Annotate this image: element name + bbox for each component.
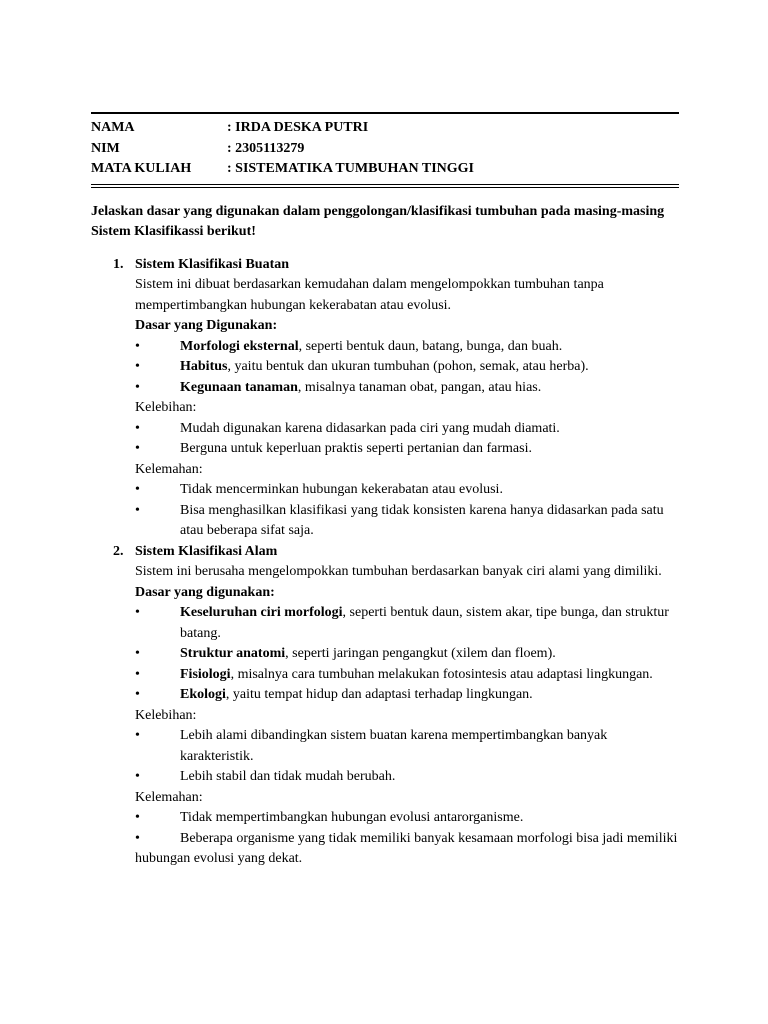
list-item xyxy=(91,808,679,829)
kelemahan-label: Kelemahan: xyxy=(135,461,203,477)
mata-kuliah-label: MATA KULIAH xyxy=(91,161,192,176)
item-text: , misalnya tanaman obat, pangan, atau hias. xyxy=(297,379,542,395)
item-text: , seperti bentuk daun, batang, bunga, dan buah. xyxy=(298,338,563,354)
bullet-icon: • xyxy=(135,646,140,661)
item-text: , seperti jaringan pengangkut (xilem dan floem). xyxy=(285,646,556,661)
bullet-icon: • xyxy=(135,441,140,456)
bullet-icon: • xyxy=(135,830,140,846)
item-text: Tidak mempertimbangkan hubungan evolusi antarorganisme. xyxy=(180,810,524,825)
bullet-icon: • xyxy=(135,502,140,518)
kelebihan-label: Kelebihan: xyxy=(135,400,197,415)
dasar-label: Dasar yang digunakan: xyxy=(135,584,275,600)
bullet-icon: • xyxy=(135,338,140,354)
item-term: Kegunaan tanaman xyxy=(180,379,298,395)
list-item xyxy=(91,726,679,767)
nama-row xyxy=(91,118,679,139)
list-item xyxy=(91,378,679,399)
identity-table xyxy=(91,114,679,182)
list-item xyxy=(91,337,679,358)
section-heading xyxy=(91,542,679,563)
list-item xyxy=(91,439,679,460)
section-title: Sistem Klasifikasi Buatan xyxy=(135,256,290,272)
item-text: Bisa menghasilkan klasifikasi yang tidak konsisten karena hanya didasarkan pada satu atau beberapa sifat saja. xyxy=(180,502,664,538)
section-heading xyxy=(91,255,679,276)
list-item xyxy=(91,357,679,378)
item-term: Ekologi xyxy=(180,687,226,702)
item-text: , misalnya cara tumbuhan melakukan fotosintesis atau adaptasi lingkungan. xyxy=(230,666,653,682)
item-term: Morfologi eksternal xyxy=(180,338,299,354)
nama-value: : IRDA DESKA PUTRI xyxy=(227,120,369,135)
mata-kuliah-row xyxy=(91,159,679,180)
header-bottom-rule xyxy=(91,184,679,185)
dasar-label: Dasar yang Digunakan: xyxy=(135,318,278,333)
item-text: Lebih alami dibandingkan sistem buatan karena mempertimbangkan banyak karakteristik. xyxy=(180,728,608,764)
kelebihan-label: Kelebihan: xyxy=(135,707,197,723)
bullet-icon: • xyxy=(135,605,140,620)
list-item xyxy=(91,644,679,665)
bullet-icon: • xyxy=(135,769,140,784)
list-item xyxy=(91,480,679,501)
list-item xyxy=(91,665,679,686)
item-text: , yaitu tempat hidup dan adaptasi terhadap lingkungan. xyxy=(225,687,533,702)
item-text: Beberapa organisme yang tidak memiliki banyak kesamaan morfologi bisa jadi memiliki hubungan evolusi yang dekat. xyxy=(135,830,678,866)
section-description: Sistem ini berusaha mengelompokkan tumbuhan berdasarkan banyak ciri alami yang dimiliki. xyxy=(135,564,662,579)
nim-label: NIM xyxy=(91,140,120,156)
item-text: Lebih stabil dan tidak mudah berubah. xyxy=(180,769,396,784)
section-number: 2. xyxy=(113,543,124,559)
list-item xyxy=(91,767,679,788)
section-number: 1. xyxy=(113,256,124,272)
header-bottom-rule-double xyxy=(91,187,679,188)
section-sistem-alam xyxy=(91,542,679,870)
bullet-icon: • xyxy=(135,482,140,497)
bullet-icon: • xyxy=(135,666,140,682)
nim-value: : 2305113279 xyxy=(227,140,305,156)
question-text: Jelaskan dasar yang digunakan dalam penggolongan/klasifikasi tumbuhan pada masing-masing Sistem Klasifikassi berikut! xyxy=(91,203,665,239)
list-item xyxy=(91,829,679,870)
item-text: Tidak mencerminkan hubungan kekerabatan atau evolusi. xyxy=(180,482,503,497)
item-text: Berguna untuk keperluan praktis seperti pertanian dan farmasi. xyxy=(180,441,532,456)
section-sistem-buatan xyxy=(91,255,679,542)
nim-row xyxy=(91,139,679,160)
bullet-icon: • xyxy=(135,810,140,825)
bullet-icon: • xyxy=(135,420,140,436)
item-term: Habitus xyxy=(180,359,228,374)
kelemahan-label: Kelemahan: xyxy=(135,789,203,805)
list-item xyxy=(91,419,679,440)
bullet-icon: • xyxy=(135,687,140,702)
bullet-icon: • xyxy=(135,379,140,395)
mata-kuliah-value: : SISTEMATIKA TUMBUHAN TINGGI xyxy=(227,161,474,176)
nama-label: NAMA xyxy=(91,120,135,135)
section-description: Sistem ini dibuat berdasarkan kemudahan dalam mengelompokkan tumbuhan tanpa mempertimbangkan hubungan kekerabatan atau evolusi. xyxy=(135,277,604,313)
item-text: , seperti bentuk daun, sistem akar, tipe bunga, dan struktur batang. xyxy=(180,605,669,641)
list-item xyxy=(91,501,679,542)
item-term: Fisiologi xyxy=(180,666,231,682)
section-title: Sistem Klasifikasi Alam xyxy=(135,543,278,559)
bullet-icon: • xyxy=(135,359,140,374)
list-item xyxy=(91,685,679,706)
item-term: Struktur anatomi xyxy=(180,646,286,661)
document-body xyxy=(91,112,679,870)
item-text: , yaitu bentuk dan ukuran tumbuhan (pohon, semak, atau herba). xyxy=(227,359,589,374)
item-term: Keseluruhan ciri morfologi xyxy=(180,605,343,620)
bullet-icon: • xyxy=(135,728,140,743)
item-text: Mudah digunakan karena didasarkan pada ciri yang mudah diamati. xyxy=(180,420,560,436)
list-item xyxy=(91,603,679,644)
